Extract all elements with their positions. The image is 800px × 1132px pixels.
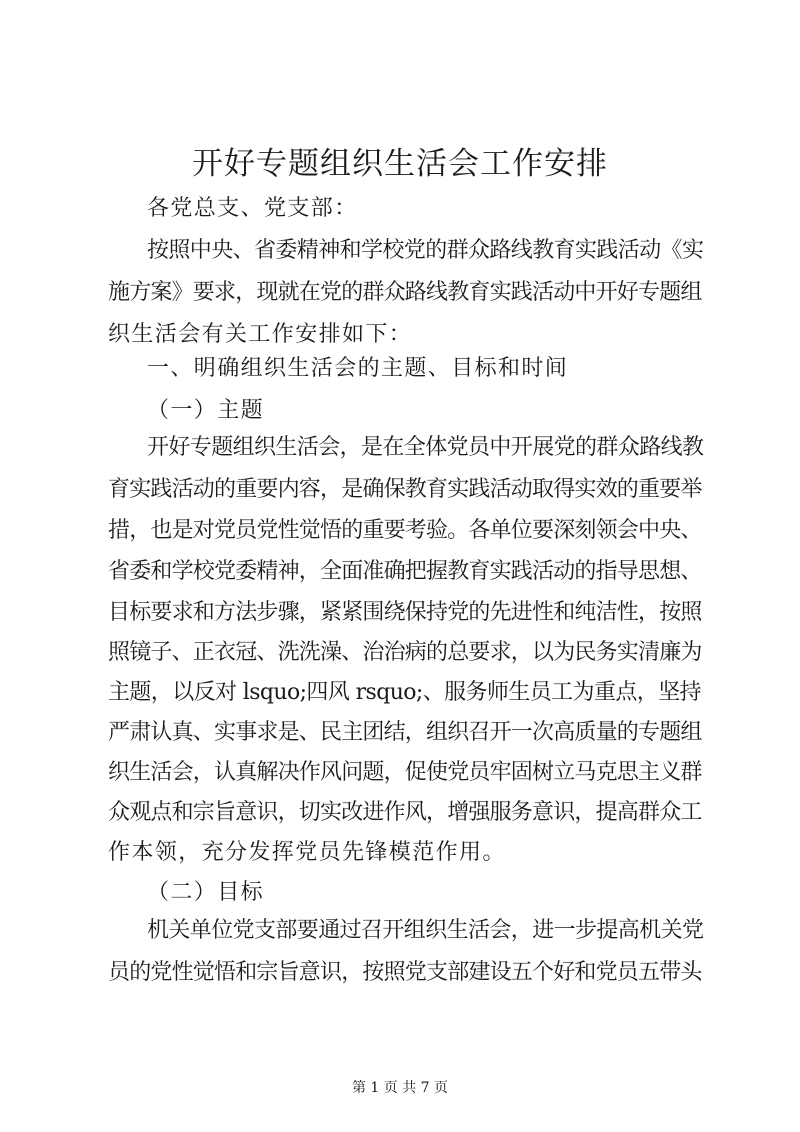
page-footer: 第 1 页 共 7 页 [351,1080,449,1096]
section-heading: 一、明确组织生活会的主题、目标和时间 [147,356,569,381]
body-line: 开好专题组织生活会，是在全体党员中开展党的群众路线教 [147,435,704,460]
body-line: 育实践活动的重要内容，是确保教育实践活动取得实效的重要举 [108,477,702,502]
salutation-line: 各党总支、党支部： [147,196,358,221]
body-line: 措，也是对党员党性觉悟的重要考验。各单位要深刻领会中央、 [108,518,702,543]
body-line: 织生活会有关工作安排如下： [108,322,413,347]
subsection-heading: （一）主题 [147,398,265,423]
document-title: 开好专题组织生活会工作安排 [192,146,608,182]
body-line: 目标要求和方法步骤，紧紧围绕保持党的先进性和纯洁性，按照 [108,600,702,625]
body-line: 主题，以反对 lsquo;四风 rsquo;、服务师生员工为重点，坚持 [108,680,701,705]
body-line: 机关单位党支部要通过召开组织生活会，进一步提高机关党 [147,918,704,943]
body-line: 员的党性觉悟和宗旨意识，按照党支部建设五个好和党员五带头 [108,960,702,985]
body-line: 众观点和宗旨意识，切实改进作风，增强服务意识，提高群众工 [108,800,702,825]
body-line: 施方案》要求，现就在党的群众路线教育实践活动中开好专题组 [108,280,702,305]
body-line: 省委和学校党委精神，全面准确把握教育实践活动的指导思想、 [108,559,702,584]
body-line: 作本领，充分发挥党员先锋模范作用。 [108,840,506,865]
subsection-heading: （二）目标 [147,880,265,905]
body-line: 按照中央、省委精神和学校党的群众路线教育实践活动《实 [147,238,704,263]
body-line: 织生活会，认真解决作风问题，促使党员牢固树立马克思主义群 [108,760,702,785]
body-line: 严肃认真、实事求是、民主团结，组织召开一次高质量的专题组 [108,720,702,745]
body-line: 照镜子、正衣冠、洗洗澡、治治病的总要求，以为民务实清廉为 [108,640,702,665]
